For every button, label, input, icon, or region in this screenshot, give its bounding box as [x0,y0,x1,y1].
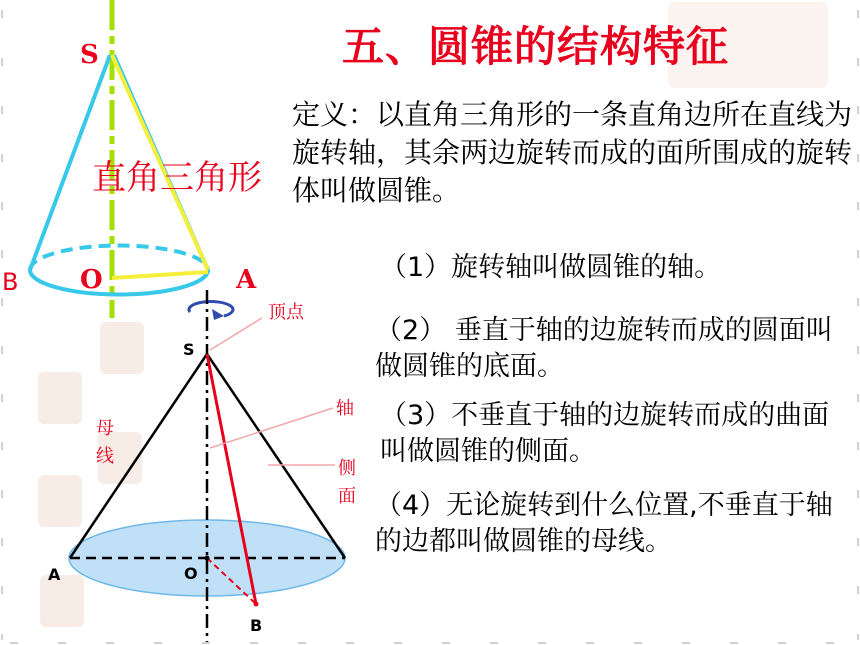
label-axis: 轴 [336,398,354,419]
label-lateral-2: 面 [338,486,356,507]
point-o-dot [205,556,210,561]
list-item: （3）不垂直于轴的边旋转而成的曲面叫做圆锥的侧面。 [380,400,830,467]
bottom-cone-figure [0,280,370,645]
list-item: （1）旋转轴叫做圆锥的轴。 [380,252,722,283]
base-ellipse-back [30,246,208,270]
label-vertex: 顶点 [268,302,304,323]
top-label-o: O [80,265,103,295]
label-o: O [184,564,198,583]
top-label-b: B [2,268,19,296]
label-a: A [48,565,61,584]
point-b-dot [254,602,259,607]
label-lateral-1: 侧 [338,458,356,479]
pointer-vertex [210,318,262,350]
pointer-axis [210,408,333,448]
label-b: B [250,616,263,635]
definition-text: 定义：以直角三角形的一条直角边所在直线为旋转轴，其余两边旋转而成的面所围成的旋转体叫做圆锥。 [292,98,853,207]
label-s: S [183,340,195,359]
top-label-s: S [80,40,99,70]
label-generatrix-2: 线 [96,446,114,467]
triangle-base [112,272,208,278]
triangle-label: 直角三角形 [92,158,262,198]
list-item: （2） 垂直于轴的边旋转而成的圆面叫做圆锥的底面。 [375,315,833,382]
top-label-a: A [236,265,257,295]
list-item: （4）无论旋转到什么位置,不垂直于轴的边都叫做圆锥的母线。 [375,490,833,557]
page-title: 五、圆锥的结构特征 [342,22,730,71]
label-generatrix-1: 母 [96,418,114,439]
